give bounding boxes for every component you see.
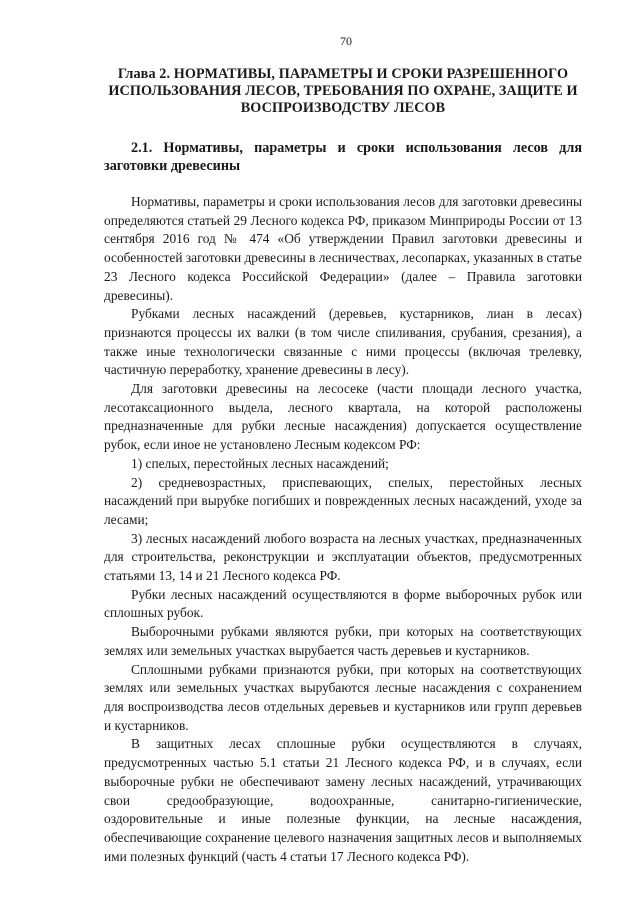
chapter-title-line: ВОСПРОИЗВОДСТВУ ЛЕСОВ [240, 100, 446, 116]
page-number: 70 [340, 34, 352, 48]
chapter-title-line: Глава 2. НОРМАТИВЫ, ПАРАМЕТРЫ И СРОКИ РАЗРЕШЕННОГО [117, 66, 569, 82]
list-item: 2) средневозрастных, приспевающих, спелых, перестойных лесных насаждений при вырубке погибших и поврежденных лесных насаждений, уходе за лесами; [104, 474, 582, 527]
body-text [104, 193, 582, 866]
chapter-title [104, 66, 582, 117]
paragraph: В защитных лесах сплошные рубки осуществляются в случаях, предусмотренных частью 5.1 статьи 21 Лесного кодекса РФ, и в случаях, если выборочные рубки не обеспечивают замену лесных насаждений, утрачивающих свои средообразующие, водоохранные, санитарно-гигиенические, оздоровительные и иные полезные функции, на лесные насаждения, обеспечивающие сохранение целевого назначения защитных лесов и выполняемых ими полезных функций (часть 4 статьи 17 Лесного кодекса РФ). [104, 736, 582, 864]
paragraph: Выборочными рубками являются рубки, при которых на соответствующих землях или земельных участках вырубается часть деревьев и кустарников. [104, 624, 582, 658]
paragraph: Рубки лесных насаждений осуществляются в форме выборочных рубок или сплошных рубок. [104, 586, 582, 621]
chapter-title-line: ИСПОЛЬЗОВАНИЯ ЛЕСОВ, ТРЕБОВАНИЯ ПО ОХРАНЕ, ЗАЩИТЕ И [108, 83, 578, 99]
paragraph: Рубками лесных насаждений (деревьев, кустарников, лиан в лесах) признаются процессы их валки (в том числе спиливания, срубания, срезания), а также иные технологически связанные с ними процессы (включая трелевку, частичную переработку, хранение древесины в лесу). [104, 306, 582, 378]
list-item: 1) спелых, перестойных лесных насаждений; [131, 455, 389, 471]
paragraph: Сплошными рубками признаются рубки, при которых на соответствующих землях или земельных участках вырубаются лесные насаждения с сохранением для воспроизводства лесов отдельных деревьев и кустарников или групп деревьев и кустарников. [104, 661, 582, 733]
paragraph: Для заготовки древесины на лесосеке (части площади лесного участка, лесотаксационного выдела, лесного квартала, на которой расположены предназначенные для рубки лесные насаждения) допускается осуществление рубок, если иное не установлено Лесным кодексом РФ: [104, 381, 582, 453]
section-title: 2.1. Нормативы, параметры и сроки использования лесов для заготовки древесины [104, 140, 582, 174]
paragraph: Нормативы, параметры и сроки использования лесов для заготовки древесины определяются статьей 29 Лесного кодекса РФ, приказом Минприроды России от 13 сентября 2016 год № 474 «Об утверждении Правил заготовки древесины и особенностей заготовки древесины в лесничествах, лесопарках, указанных в статье 23 Лесного кодекса Российской Федерации» (далее – Правила заготовки древесины). [104, 194, 582, 303]
list-item: 3) лесных насаждений любого возраста на лесных участках, предназначенных для строительства, реконструкции и эксплуатации объектов, предусмотренных статьями 13, 14 и 21 Лесного кодекса РФ. [104, 530, 582, 584]
